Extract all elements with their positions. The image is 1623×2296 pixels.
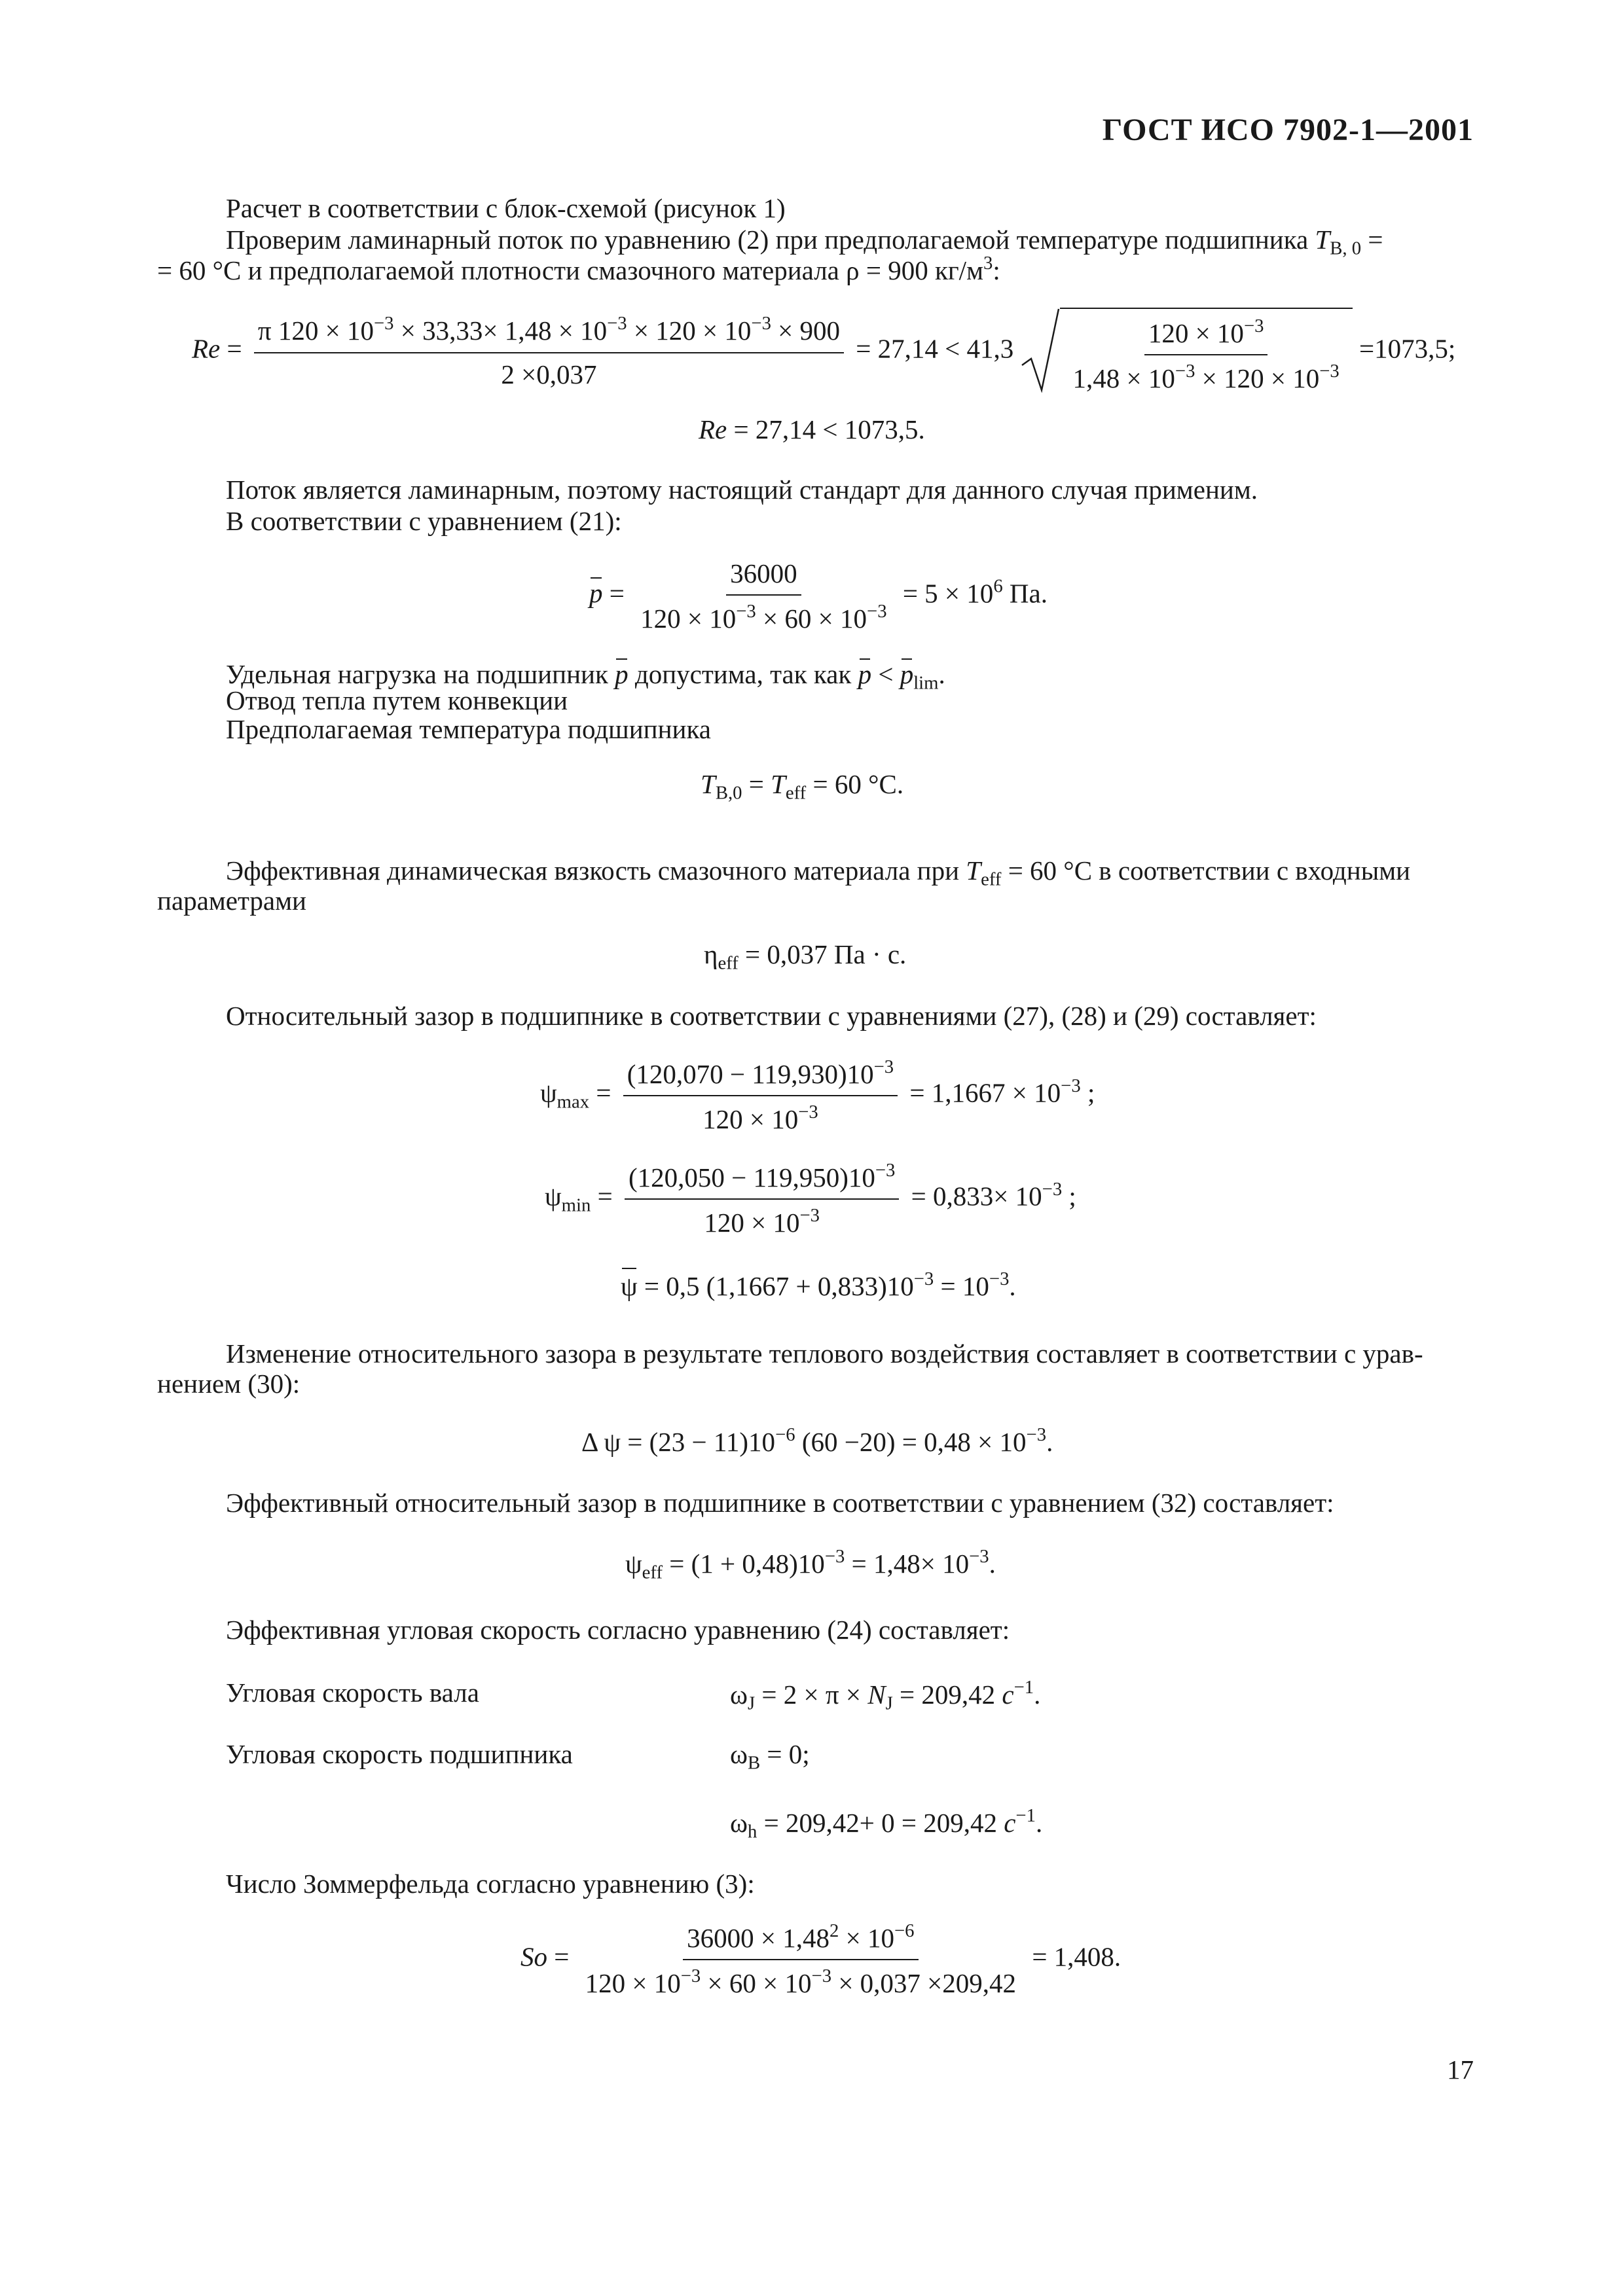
exp: −3	[1319, 361, 1340, 382]
exp: −3	[607, 313, 627, 334]
exp: 6	[993, 575, 1003, 597]
t: .	[938, 659, 945, 689]
exp: −1	[1015, 1805, 1036, 1826]
symbol-psi: ψ	[625, 1548, 642, 1579]
text-density	[157, 251, 1000, 287]
t: .	[1035, 1807, 1043, 1838]
exp: −3	[873, 1056, 894, 1077]
t: 120 × 10	[640, 603, 737, 634]
equals: =	[602, 578, 632, 609]
formula-sommerfeld	[520, 1919, 1121, 2001]
exp: −3	[875, 1160, 896, 1181]
t: × 120 × 10	[1195, 363, 1320, 394]
subscript: eff	[718, 952, 739, 974]
t: ;	[1080, 1077, 1095, 1108]
text-bearing-velocity: Угловая скорость подшипника	[226, 1739, 573, 1769]
fraction-numerator	[1144, 314, 1268, 355]
t: =	[742, 769, 771, 799]
t: Эффективная динамическая вязкость смазочного материала при	[226, 855, 966, 886]
exp: −1	[1013, 1677, 1034, 1698]
exp: −3	[736, 601, 756, 622]
fraction-denominator	[581, 1960, 1020, 2000]
fraction-sommerfeld	[581, 1919, 1020, 2001]
t: × 10	[839, 1922, 894, 1953]
fraction-numerator	[625, 1158, 899, 1200]
text-fragment: = 60 °С и предполагаемой плотности смазочного материала ρ = 900 кг/м	[157, 255, 984, 285]
fraction-denominator	[699, 1096, 822, 1136]
t: (120,070 − 119,930)10	[627, 1058, 874, 1089]
superscript: 3	[983, 253, 993, 274]
text-equation-30: нением (30):	[157, 1369, 301, 1399]
symbol-psi: ψ	[545, 1181, 562, 1211]
subscript: min	[561, 1194, 591, 1216]
formula-psi-min	[545, 1158, 1076, 1240]
square-root	[1021, 308, 1353, 396]
symbol-n: N	[867, 1679, 886, 1710]
text-fragment: Проверим ламинарный поток по уравнению (2) при предполагаемой температуре подшипника	[226, 224, 1315, 255]
t: 120 × 10	[704, 1208, 800, 1238]
text-equation-21: В соответствии с уравнением (21):	[226, 506, 622, 536]
symbol-c: c	[1004, 1807, 1016, 1838]
t: × 60 × 10	[701, 1968, 812, 1999]
t: .	[989, 1548, 996, 1579]
t: 120 × 10	[702, 1104, 799, 1135]
symbol-t: T	[701, 769, 716, 799]
exp: −3	[969, 1546, 989, 1567]
t: = 0,5 (1,1667 + 0,833)10	[637, 1270, 914, 1301]
symbol-c: c	[1002, 1679, 1014, 1710]
text-fragment: =	[1361, 224, 1383, 255]
symbol-t: T	[1315, 224, 1330, 255]
exp: −3	[989, 1268, 1010, 1289]
equals: =	[220, 333, 249, 364]
text-sommerfeld: Число Зоммерфельда согласно уравнению (3):	[226, 1869, 755, 1899]
t: .	[1034, 1679, 1041, 1710]
fraction-reynolds	[254, 312, 844, 391]
t: π 120 × 10	[257, 315, 374, 346]
subscript: eff	[981, 869, 1002, 890]
t: 1,48 × 10	[1072, 363, 1175, 394]
page-number: 17	[1447, 2054, 1474, 2085]
subscript: max	[556, 1091, 590, 1113]
t: = 60 °С в соответствии с входными	[1001, 855, 1411, 886]
exp: −3	[1061, 1075, 1081, 1096]
t: × 900	[771, 315, 841, 346]
formula-omega-h	[730, 1804, 1042, 1844]
symbol-re: Re	[699, 414, 727, 444]
text-shaft-velocity: Угловая скорость вала	[226, 1677, 479, 1708]
t: 120 × 10	[585, 1968, 681, 1999]
exp: −3	[798, 1102, 818, 1123]
fraction-numerator: 36000	[726, 556, 801, 596]
formula-tail: =1073,5;	[1359, 333, 1456, 364]
fraction-numerator	[254, 312, 844, 353]
t: = 60 °С.	[806, 769, 904, 799]
text-angular-velocity: Эффективная угловая скорость согласно уравнению (24) составляет:	[226, 1615, 1010, 1645]
t: .	[1009, 1270, 1016, 1301]
t: × 33,33× 1,48 × 10	[393, 315, 608, 346]
text-viscosity	[226, 853, 1410, 891]
exp: −3	[799, 1205, 820, 1227]
subscript: eff	[785, 782, 807, 804]
t: ;	[1062, 1181, 1076, 1211]
text-thermal-change: Изменение относительного зазора в результате теплового воздействия составляет в соответствии с урав-	[226, 1338, 1423, 1369]
fraction-denominator	[700, 1200, 824, 1240]
exp: −6	[894, 1920, 915, 1941]
symbol-eta: η	[704, 939, 718, 969]
exp: −3	[1042, 1178, 1063, 1200]
formula-delta-psi	[581, 1423, 1053, 1459]
equals: =	[547, 1941, 576, 1972]
formula-specific-load	[589, 556, 1048, 636]
t: = 1,48× 10	[845, 1548, 970, 1579]
t: × 60 × 10	[756, 603, 867, 634]
t: × 120 × 10	[627, 315, 752, 346]
t: 120 × 10	[1148, 317, 1244, 348]
t: = 1,408.	[1032, 1941, 1122, 1972]
symbol-re: Re	[192, 333, 221, 364]
fraction-psi-max	[623, 1055, 898, 1137]
formula-tail: = 27,14 < 1073,5.	[727, 414, 925, 444]
t: (120,050 − 119,950)10	[628, 1162, 875, 1193]
exp: 2	[830, 1920, 839, 1941]
t: = (1 + 0,48)10	[663, 1548, 825, 1579]
equals: =	[591, 1181, 619, 1211]
fraction-denominator	[1069, 355, 1343, 395]
t: Удельная нагрузка на подшипник	[226, 659, 615, 689]
t: = 209,42+ 0 = 209,42	[757, 1807, 1004, 1838]
symbol-so: So	[520, 1941, 547, 1972]
exp: −3	[1175, 361, 1195, 382]
document-code: ГОСТ ИСО 7902-1—2001	[1102, 113, 1474, 147]
t: допустима, так как	[628, 659, 858, 689]
text-clearance: Относительный зазор в подшипнике в соответствии с уравнениями (27), (28) и (29) составляет:	[226, 1001, 1317, 1031]
symbol-psi-bar: ψ	[621, 1269, 638, 1303]
text-laminar-result: Поток является ламинарным, поэтому настоящий стандарт для данного случая применим.	[226, 475, 1258, 505]
t: .	[1046, 1426, 1053, 1457]
text-parameters: параметрами	[157, 886, 306, 916]
symbol-psi: ψ	[540, 1077, 557, 1108]
exp: −3	[373, 313, 394, 334]
fraction-psi-min	[625, 1158, 899, 1240]
subscript: eff	[642, 1562, 663, 1583]
formula-mid: = 27,14 < 41,3	[856, 333, 1014, 364]
t: = 0;	[760, 1739, 810, 1769]
formula-viscosity	[704, 937, 906, 975]
t: = 1,1667 × 10	[909, 1077, 1061, 1108]
fraction-denominator	[636, 596, 890, 636]
formula-psi-max	[540, 1055, 1095, 1137]
text-heat-convection: Отвод тепла путем конвекции	[226, 685, 568, 715]
subscript: B,0	[715, 782, 742, 804]
exp: −3	[913, 1268, 934, 1289]
formula-psi-mean	[621, 1267, 1016, 1303]
subscript: J	[748, 1693, 756, 1714]
t: = 0,037 Па · с.	[738, 939, 907, 969]
fraction-load	[636, 556, 890, 636]
radicand	[1060, 308, 1353, 396]
subscript: lim	[913, 672, 939, 694]
subscript-b0: B, 0	[1330, 238, 1362, 259]
t: = 10	[934, 1270, 989, 1301]
symbol-t: T	[966, 855, 981, 886]
fraction-numerator	[683, 1919, 918, 1960]
fraction-numerator	[623, 1055, 898, 1096]
text-assumed-temp: Предполагаемая температура подшипника	[226, 714, 711, 744]
text-effective-clearance: Эффективный относительный зазор в подшипнике в соответствии с уравнением (32) составляет:	[226, 1488, 1334, 1518]
fraction-radicand	[1069, 314, 1343, 396]
symbol-omega: ω	[730, 1739, 748, 1769]
subscript: B	[748, 1752, 761, 1774]
t: 36000 × 1,48	[687, 1922, 830, 1953]
exp: −3	[1243, 315, 1264, 336]
t: <	[871, 659, 900, 689]
exp: −3	[751, 313, 771, 334]
formula-reynolds	[192, 308, 1455, 396]
text-fragment: :	[993, 255, 1000, 285]
exp: −6	[775, 1424, 795, 1445]
subscript: h	[748, 1821, 757, 1842]
equals: =	[589, 1077, 618, 1108]
t: = 0,833× 10	[911, 1181, 1042, 1211]
formula-omega-b	[730, 1737, 810, 1775]
exp: −3	[811, 1965, 832, 1987]
t: Δ ψ = (23 − 11)10	[581, 1426, 776, 1457]
t: = 5 × 10	[902, 578, 994, 609]
symbol-t: T	[771, 769, 786, 799]
formula-omega-j	[730, 1676, 1040, 1715]
t: Па.	[1002, 578, 1048, 609]
subscript: J	[885, 1693, 893, 1714]
formula-temperature	[701, 767, 903, 805]
formula-re-result	[699, 412, 925, 446]
exp: −3	[867, 601, 887, 622]
symbol-omega: ω	[730, 1679, 748, 1710]
exp: −3	[824, 1546, 845, 1567]
t: = 2 × π ×	[755, 1679, 868, 1710]
formula-psi-eff	[625, 1545, 996, 1585]
exp: −3	[680, 1965, 701, 1987]
fraction-denominator: 2 ×0,037	[501, 359, 597, 389]
t: = 209,42	[892, 1679, 1002, 1710]
symbol-p-bar: p	[858, 657, 872, 691]
exp: −3	[1026, 1424, 1047, 1445]
radical-sign-icon	[1021, 308, 1060, 393]
text-flowchart-ref: Расчет в соответствии с блок-схемой (рисунок 1)	[226, 193, 786, 223]
t: (60 −20) = 0,48 × 10	[795, 1426, 1027, 1457]
symbol-p-bar: p	[615, 657, 629, 691]
symbol-p-bar: p	[900, 657, 914, 691]
symbol-omega: ω	[730, 1807, 748, 1838]
t: × 0,037 ×209,42	[831, 1968, 1017, 1999]
symbol-p-bar: p	[589, 576, 603, 610]
